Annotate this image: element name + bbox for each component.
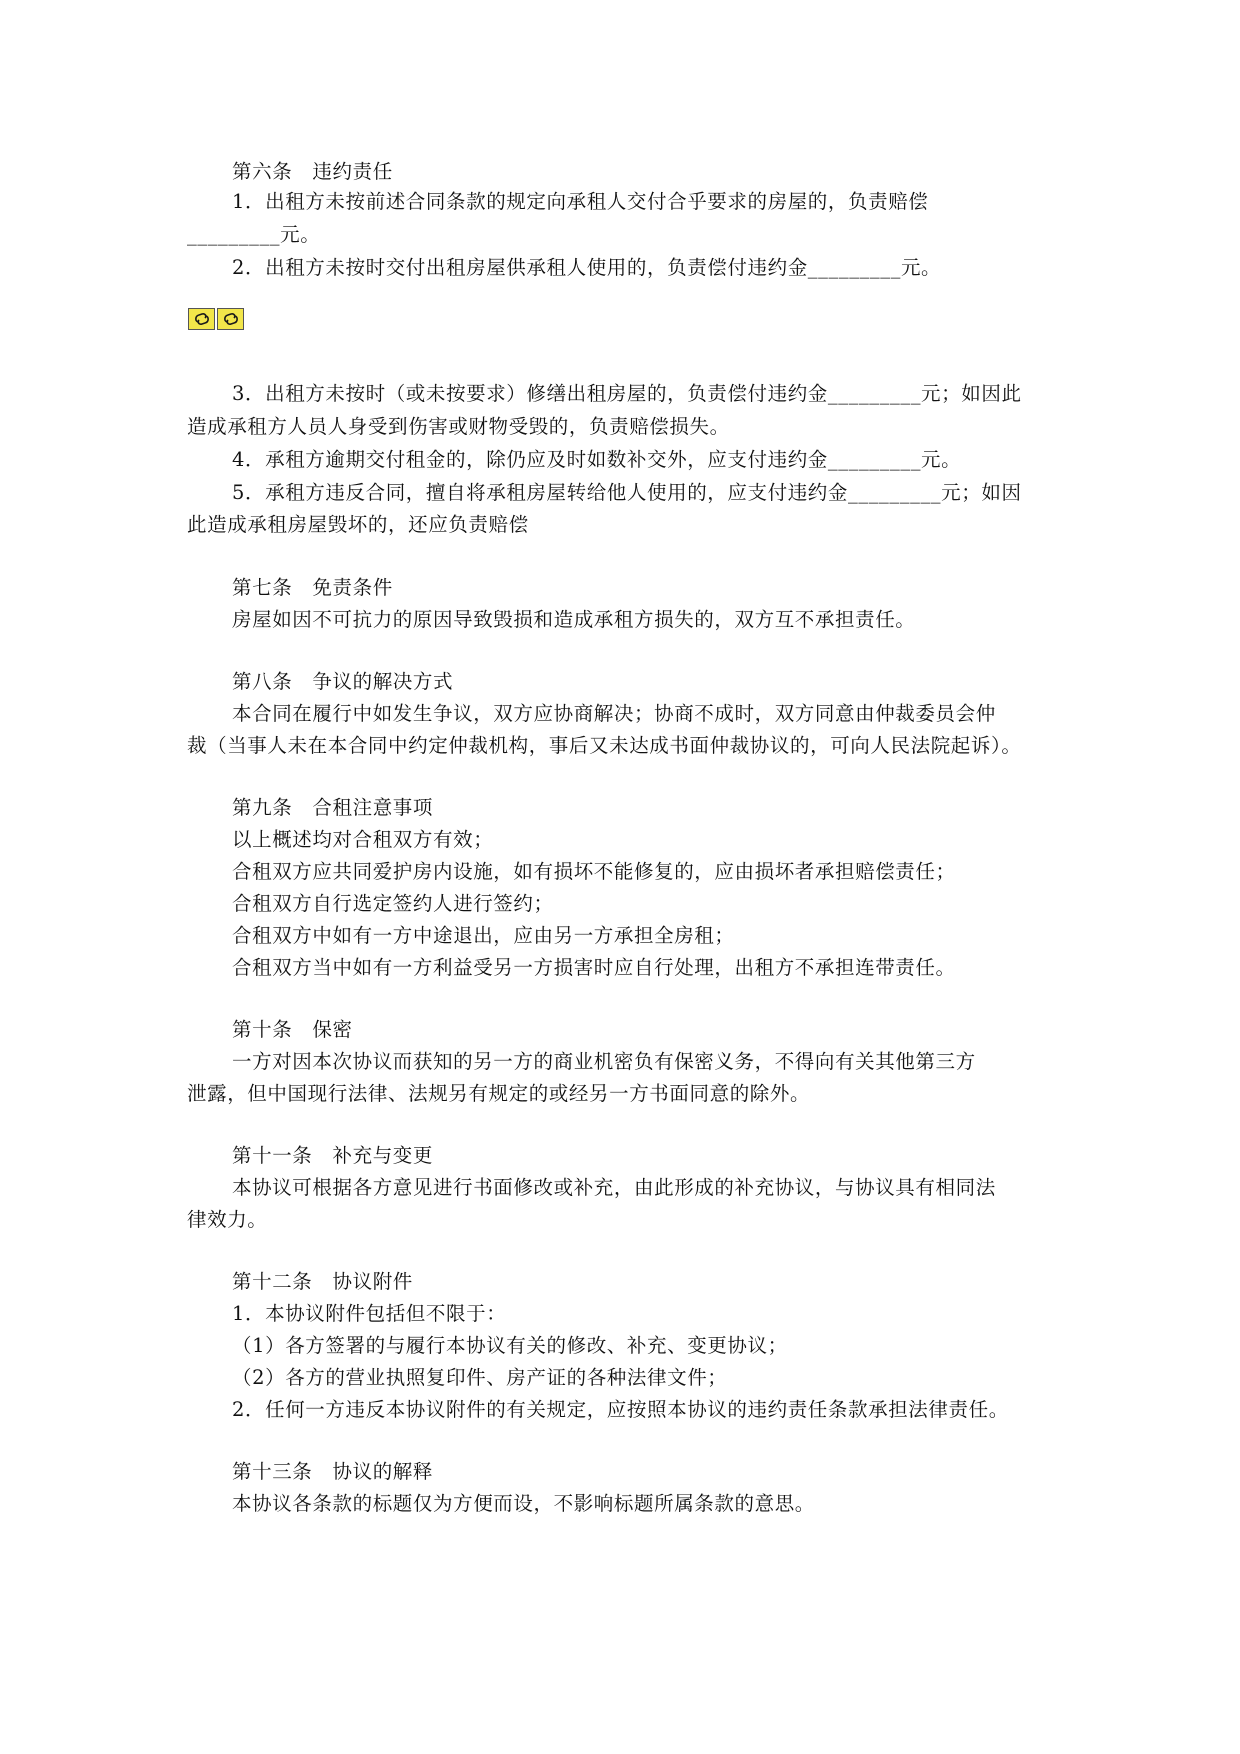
embedded-link-icons[interactable]: [188, 308, 248, 332]
article-11-heading: 第十一条 补充与变更: [232, 1144, 434, 1167]
article-13-heading: 第十三条 协议的解释: [232, 1460, 434, 1483]
article-9-heading: 第九条 合租注意事项: [232, 796, 434, 819]
article-6-clause-5-line-2: 此造成承租房屋毁坏的，还应负责赔偿: [187, 513, 529, 536]
article-12-heading: 第十二条 协议附件: [232, 1270, 413, 1293]
article-8-text-line-1: 本合同在履行中如发生争议，双方应协商解决；协商不成时，双方同意由仲裁委员会仲: [232, 702, 996, 725]
article-8-heading: 第八条 争议的解决方式: [232, 670, 454, 693]
article-9-item: 合租双方当中如有一方利益受另一方损害时应自行处理，出租方不承担连带责任。: [232, 956, 956, 979]
article-6-clause-4: 4．承租方逾期交付租金的，除仍应及时如数补交外，应支付违约金_________元。: [232, 448, 962, 471]
article-6-clause-3-line-1: 3．出租方未按时（或未按要求）修缮出租房屋的，负责偿付违约金_________元；如因此: [232, 382, 1022, 405]
article-12-clause-1: 1．本协议附件包括但不限于：: [232, 1302, 507, 1325]
article-6-heading: 第六条 违约责任: [232, 160, 393, 183]
link-icon[interactable]: [217, 308, 244, 330]
article-10-text-line-1: 一方对因本次协议而获知的另一方的商业机密负有保密义务，不得向有关其他第三方: [232, 1050, 976, 1073]
article-9-item: 合租双方自行选定签约人进行签约；: [232, 892, 554, 915]
article-6-clause-5-line-1: 5．承租方违反合同，擅自将承租房屋转给他人使用的，应支付违约金_________元；如因: [232, 481, 1022, 504]
article-7-text: 房屋如因不可抗力的原因导致毁损和造成承租方损失的，双方互不承担责任。: [232, 608, 916, 631]
article-7-heading: 第七条 免责条件: [232, 576, 393, 599]
article-9-item: 合租双方应共同爱护房内设施，如有损坏不能修复的，应由损坏者承担赔偿责任；: [232, 860, 956, 883]
article-6-clause-1-line-1: 1．出租方未按前述合同条款的规定向承租人交付合乎要求的房屋的，负责赔偿: [232, 190, 929, 213]
article-6-clause-2: 2．出租方未按时交付出租房屋供承租人使用的，负责偿付违约金_________元。: [232, 256, 942, 279]
article-9-item: 合租双方中如有一方中途退出，应由另一方承担全房租；: [232, 924, 735, 947]
article-11-text-line-2: 律效力。: [187, 1208, 268, 1231]
link-icon[interactable]: [188, 308, 215, 330]
article-12-clause-1b: （2）各方的营业执照复印件、房产证的各种法律文件；: [232, 1366, 728, 1389]
article-11-text-line-1: 本协议可根据各方意见进行书面修改或补充，由此形成的补充协议，与协议具有相同法: [232, 1176, 996, 1199]
article-12-clause-2: 2．任何一方违反本协议附件的有关规定，应按照本协议的违约责任条款承担法律责任。: [232, 1398, 1009, 1421]
article-10-text-line-2: 泄露，但中国现行法律、法规另有规定的或经另一方书面同意的除外。: [187, 1082, 811, 1105]
article-6-clause-3-line-2: 造成承租方人员人身受到伤害或财物受毁的，负责赔偿损失。: [187, 415, 730, 438]
article-13-text: 本协议各条款的标题仅为方便而设，不影响标题所属条款的意思。: [232, 1492, 815, 1515]
article-6-clause-1-line-2: _________元。: [187, 223, 321, 246]
article-8-text-line-2: 裁（当事人未在本合同中约定仲裁机构，事后又未达成书面仲裁协议的，可向人民法院起诉）。: [187, 734, 1022, 757]
article-10-heading: 第十条 保密: [232, 1018, 353, 1041]
article-12-clause-1a: （1）各方签署的与履行本协议有关的修改、补充、变更协议；: [232, 1334, 788, 1357]
article-9-item: 以上概述均对合租双方有效；: [232, 828, 494, 851]
